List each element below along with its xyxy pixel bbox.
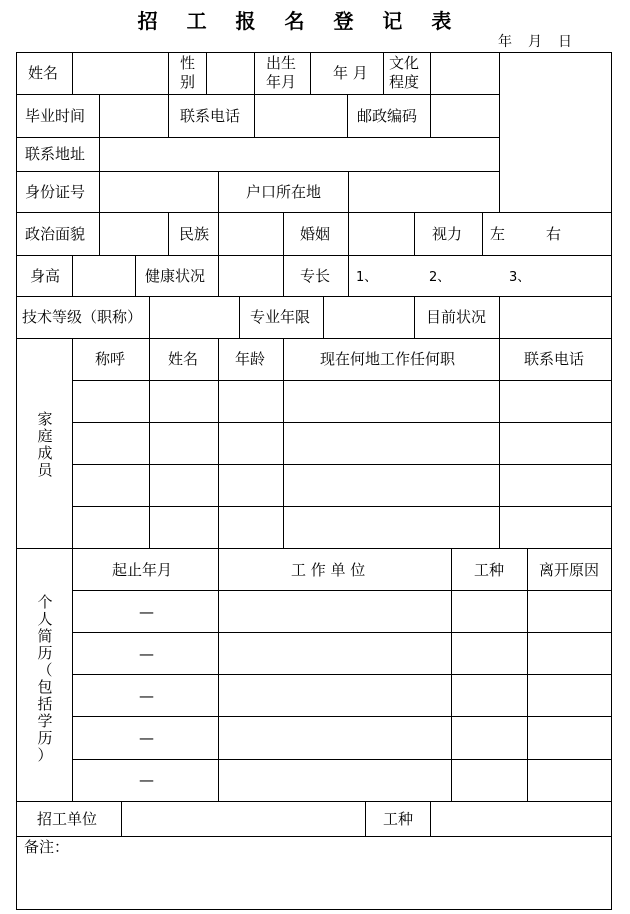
rule <box>72 759 612 760</box>
height-field[interactable] <box>73 256 135 296</box>
resume-header-job: 工种 <box>474 561 505 579</box>
years-major-field[interactable] <box>324 297 414 338</box>
period-dash: — <box>139 771 154 789</box>
label-marriage: 婚姻 <box>300 225 331 243</box>
label-id-number: 身份证号 <box>25 183 86 201</box>
resume-label-char: （ <box>37 661 53 679</box>
vision-right: 右 <box>546 225 562 243</box>
recruit-unit-field[interactable] <box>122 802 365 836</box>
rule <box>239 296 240 339</box>
remarks-field[interactable] <box>17 837 611 909</box>
period-dash: — <box>139 603 154 621</box>
rule <box>499 338 500 549</box>
rule <box>283 338 284 549</box>
rule <box>149 338 150 549</box>
resume-label-char: 个 <box>37 593 53 611</box>
resume-label-char: ） <box>37 746 53 764</box>
label-edu-2: 程度 <box>389 73 420 91</box>
label-years-major: 专业年限 <box>250 308 311 326</box>
rule <box>16 909 612 910</box>
gender-field[interactable] <box>207 53 254 94</box>
label-current-status: 目前状况 <box>426 308 487 326</box>
resume-label-char: 括 <box>37 695 53 713</box>
label-vision: 视力 <box>432 225 463 243</box>
rule <box>451 548 452 802</box>
rule <box>135 255 136 297</box>
resume-label-char: 历 <box>37 644 53 662</box>
rule <box>72 674 612 675</box>
health-field[interactable] <box>219 256 283 296</box>
rule <box>365 801 366 837</box>
rule <box>16 548 612 549</box>
label-postcode: 邮政编码 <box>357 107 418 125</box>
name-field[interactable] <box>73 53 168 94</box>
resume-header-employer: 工 作 单 位 <box>291 561 366 579</box>
rule <box>72 632 612 633</box>
rule <box>72 590 612 591</box>
label-ethnicity: 民族 <box>179 225 210 243</box>
rule <box>168 94 169 138</box>
rule <box>16 52 17 910</box>
family-header-phone: 联系电话 <box>524 350 585 368</box>
ethnicity-field[interactable] <box>219 213 283 255</box>
resume-label-char: 包 <box>37 678 53 696</box>
marriage-field[interactable] <box>349 213 414 255</box>
rule <box>611 52 612 910</box>
label-job-type: 工种 <box>383 810 414 828</box>
rule <box>218 548 219 802</box>
postcode-field[interactable] <box>431 95 499 137</box>
resume-label-char: 人 <box>37 610 53 628</box>
rule <box>347 94 348 138</box>
family-section-label <box>36 411 54 479</box>
rule <box>16 338 612 339</box>
label-hukou: 户口所在地 <box>246 183 322 201</box>
vision-left: 左 <box>490 225 506 243</box>
label-birth-1: 出生 <box>266 54 297 72</box>
job-type-field[interactable] <box>431 802 611 836</box>
rule <box>168 212 169 256</box>
family-header-name: 姓名 <box>168 350 199 368</box>
label-health: 健康状况 <box>145 267 206 285</box>
id-number-field[interactable] <box>100 172 218 212</box>
rule <box>482 212 483 256</box>
hukou-field[interactable] <box>349 172 499 212</box>
birth-units: 年 月 <box>333 64 368 82</box>
family-header-title: 称呼 <box>95 350 126 368</box>
form-title: 招 工 报 名 登 记 表 <box>137 9 463 33</box>
label-specialty: 专长 <box>300 267 331 285</box>
period-dash: — <box>139 645 154 663</box>
family-label-char: 庭 <box>37 427 53 445</box>
grad-time-field[interactable] <box>100 95 168 137</box>
label-phone: 联系电话 <box>180 107 241 125</box>
rule <box>283 212 284 256</box>
resume-label-char: 历 <box>37 729 53 747</box>
family-label-char: 成 <box>37 444 53 462</box>
resume-label-char: 学 <box>37 712 53 730</box>
family-label-char: 员 <box>37 461 53 479</box>
resume-label-char: 简 <box>37 627 53 645</box>
period-dash: — <box>139 687 154 705</box>
label-tech-level: 技术等级（职称） <box>22 308 143 326</box>
tech-level-field[interactable] <box>150 297 239 338</box>
label-name: 姓名 <box>28 64 59 82</box>
phone-field[interactable] <box>255 95 347 137</box>
current-status-field[interactable] <box>500 297 611 338</box>
family-label-char: 家 <box>37 410 53 428</box>
specialty-2: 2、 <box>429 270 451 285</box>
label-edu-1: 文化 <box>389 54 420 72</box>
rule <box>414 212 415 256</box>
label-political: 政治面貌 <box>25 225 86 243</box>
rule <box>72 464 612 465</box>
period-dash: — <box>139 729 154 747</box>
rule <box>383 52 384 95</box>
label-birth-2: 年月 <box>266 73 297 91</box>
label-gender-1: 性 <box>180 54 196 72</box>
resume-header-period: 起止年月 <box>112 561 173 579</box>
rule <box>218 171 219 213</box>
rule <box>218 338 219 549</box>
edu-field[interactable] <box>431 53 499 94</box>
family-header-work: 现在何地工作任何职 <box>320 350 456 368</box>
rule <box>254 52 255 95</box>
rule <box>168 52 169 95</box>
political-field[interactable] <box>100 213 168 255</box>
specialty-1: 1、 <box>356 270 378 285</box>
rule <box>527 548 528 802</box>
label-height: 身高 <box>30 267 61 285</box>
photo-box[interactable] <box>500 53 611 212</box>
rule <box>72 380 612 381</box>
rule <box>414 296 415 339</box>
rule <box>310 52 311 95</box>
rule <box>72 506 612 507</box>
family-header-age: 年龄 <box>235 350 266 368</box>
label-grad-time: 毕业时间 <box>25 107 86 125</box>
rule <box>72 716 612 717</box>
label-recruit-unit: 招工单位 <box>37 810 98 828</box>
rule <box>72 548 73 802</box>
label-remarks: 备注： <box>24 838 70 856</box>
address-field[interactable] <box>100 138 499 171</box>
rule <box>72 422 612 423</box>
label-gender-2: 别 <box>180 73 196 91</box>
date-line: 年 月 日 <box>498 34 573 50</box>
resume-section-label <box>36 594 54 764</box>
rule <box>72 338 73 549</box>
label-address: 联系地址 <box>25 145 86 163</box>
resume-header-reason: 离开原因 <box>539 561 600 579</box>
rule <box>348 255 349 297</box>
rule <box>283 255 284 297</box>
specialty-3: 3、 <box>509 270 531 285</box>
